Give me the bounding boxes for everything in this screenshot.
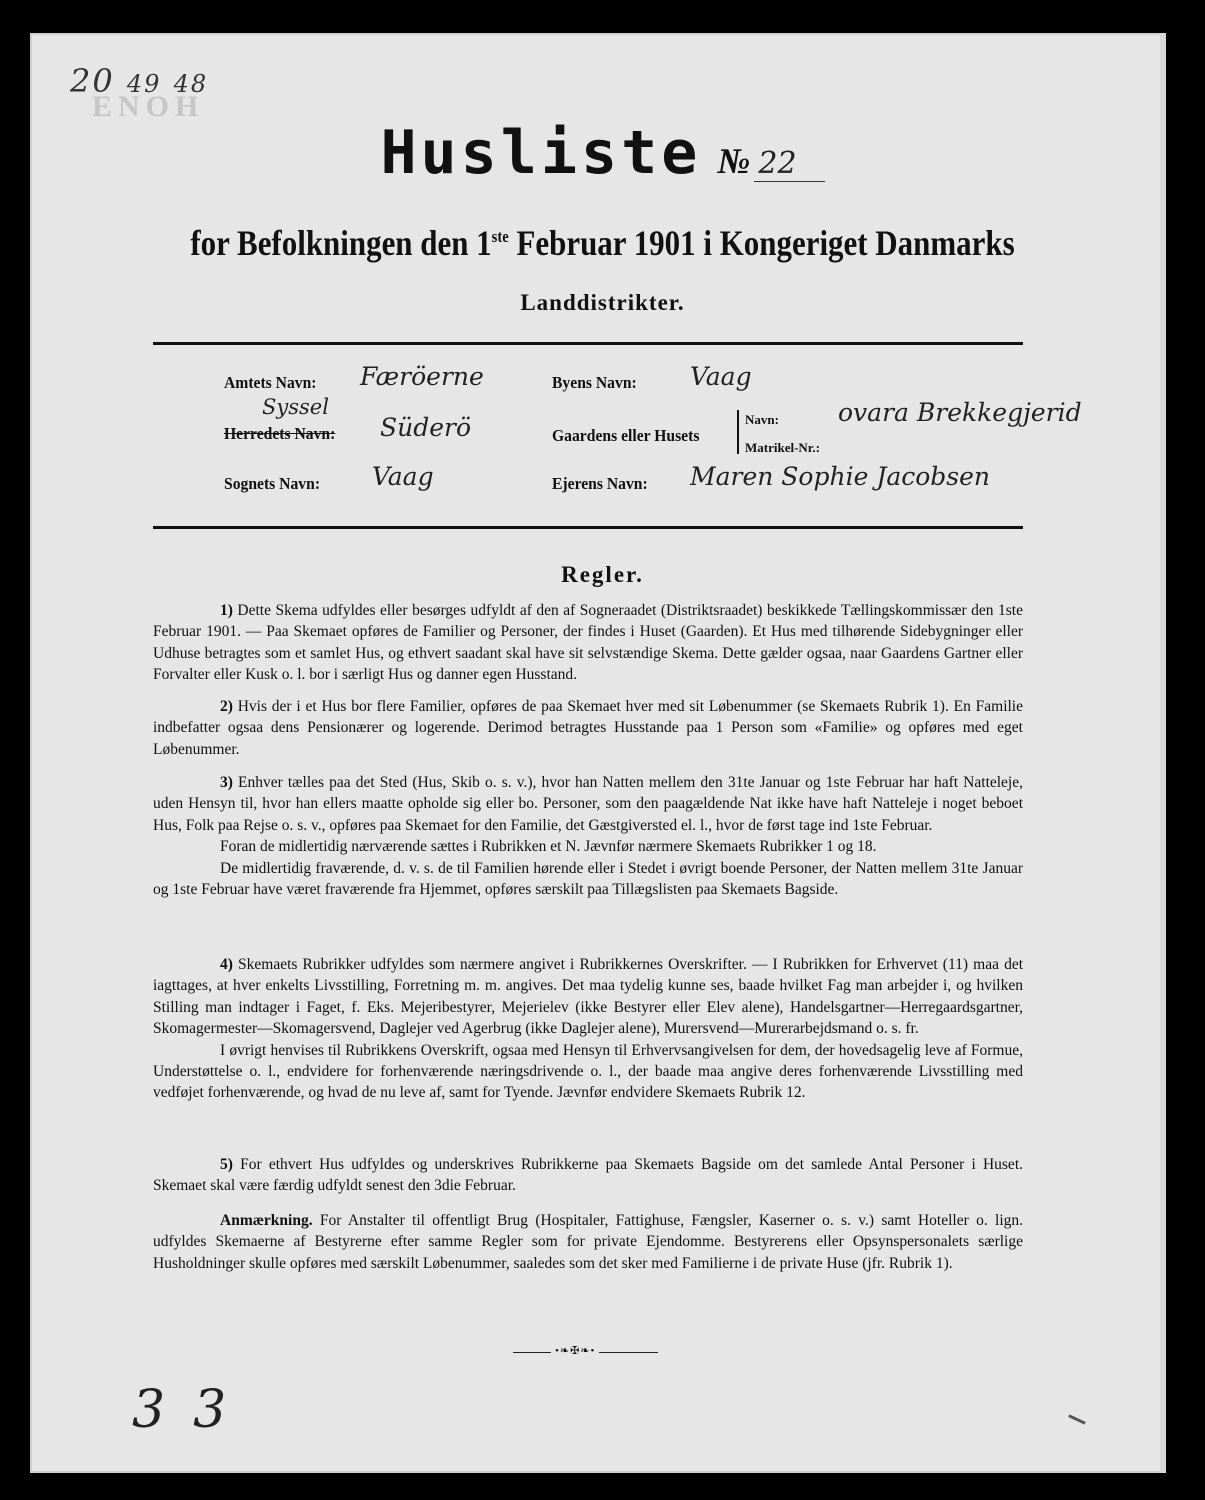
archive-number-hand: 48	[173, 70, 209, 98]
gaard-matrikel-label: Matrikel-Nr.:	[745, 440, 820, 455]
herred-hand-correction: Syssel	[262, 395, 329, 419]
rule-2-text: Hvis der i et Hus bor flere Familier, opføres de paa Skemaet hver med sit Løbenummer (se Skemaets Rubrik 1). En Familie indbefatter ogsaa dens Pensionærer og logerende. Derimod betragtes Husstande paa 1 Person som «Familie» og opføres med eget Løbenummer.	[153, 698, 1023, 758]
ejer-label: Ejerens Navn:	[552, 474, 648, 493]
page-edge	[1160, 33, 1166, 1473]
rule-1	[153, 600, 1023, 686]
annotation-note	[153, 1210, 1023, 1274]
rule-1-text: Dette Skema udfyldes eller besørges udfyldt af den af Sogneraadet (Distriktsraadet) beskikkede Tællingskommissær den 1ste Februar 1901. — Paa Skemaet opføres de Familier og Personer, der findes i Huset (Gaarden). Et Hus med tilhørende Sidebygninger eller Udhuse betragtes som et samlet Hus, og ethvert saadant skal have sit selvstændige Skema. Dette gælder ogsaa, naar Gaardens Gartner eller Forvalter eller Kusk o. l. bor i særligt Hus og danner egen Husstand.	[153, 602, 1023, 684]
archive-number-main: 20	[70, 62, 115, 100]
rule-2	[153, 696, 1023, 760]
gaard-navn-label: Navn:	[745, 412, 779, 427]
rule-4-text-b: I øvrigt henvises til Rubrikkens Overskrift, ogsaa med Hensyn til Erhvervsangivelsen for dem, der hovedsagelig leve af Formue, Understøttelse o. l., endvidere for forhenværende næringsdrivende o. l., der baade maa angive deres forhenværende Livsstilling med vedføjet forhenværende, og hvad de nu leve af, samt for Tyende. Jævnfør endvidere Skemaets Rubrik 12.	[153, 1041, 1023, 1102]
form-subtitle-district: Landdistrikter.	[520, 290, 685, 315]
list-number: 22	[754, 146, 824, 182]
rules-heading: Regler.	[561, 562, 644, 587]
sogn-value: Vaag	[372, 462, 434, 491]
gaard-bracket	[737, 410, 739, 454]
ghost-stamp: ENOH	[92, 90, 205, 123]
rule-5-number: 5)	[220, 1156, 233, 1173]
by-label: Byens Navn:	[552, 373, 637, 392]
rule-5	[153, 1154, 1023, 1197]
by-value: Vaag	[690, 362, 752, 391]
rule-1-number: 1)	[220, 602, 233, 619]
rule-5-text: For ethvert Hus udfyldes og underskrives Rubrikkerne paa Skemaets Bagside om det samlede Antal Personer i Huset. Skemaet skal være færdig udfyldt senest den 3die Februar.	[153, 1156, 1023, 1195]
bottom-rule	[153, 526, 1023, 529]
form-title	[0, 118, 1205, 188]
herred-value: Süderö	[380, 413, 472, 442]
ejer-value: Maren Sophie Jacobsen	[690, 462, 991, 491]
subtitle-part-a: for Befolkningen den 1	[190, 223, 492, 263]
annotation-label: Anmærkning.	[220, 1212, 313, 1229]
rule-3	[153, 772, 1023, 900]
rule-4-text: Skemaets Rubrikker udfyldes som nærmere angivet i Rubrikkernes Overskrifter. — I Rubrikken for Erhvervet (11) maa det iagttages, at hver enkelts Livsstilling, Forretning m. m. angives. Det maa tydelig kunne ses, baade hvilket Fag man arbejder i, og hvilken Stilling man indtager i Faget, f. Eks. Mejeribestyrer, Mejerielev (ikke Bestyrer eller Elev alene), Handelsgartner—Herregaardsgartner, Skomagermester—Skomagersvend, Daglejer ved Agerbrug (ikke Daglejer alene), Murersvend—Murerarbejdsmand o. s. fr.	[153, 956, 1024, 1038]
amt-value: Færöerne	[360, 362, 484, 391]
rule-2-number: 2)	[220, 698, 233, 715]
annotation-text: For Anstalter til offentligt Brug (Hospitaler, Fattighuse, Fængsler, Kaserner o. s. v.) samt Hoteller o. lign. udfyldes Skemaerne af Bestyrerne efter samme Regler som for private Ejendomme. Bestyrerens eller Opsynspersonalets særlige Husholdninger skulle opføres med særskilt Løbenummer, saaledes som det sker med Familierne i de private Huse (jfr. Rubrik 1).	[153, 1212, 1024, 1272]
archive-number-sub: 49	[126, 70, 162, 98]
herred-label: Herredets Navn:	[224, 424, 336, 443]
amt-label: Amtets Navn:	[224, 373, 317, 392]
gaard-value: ovara Brekkegjerid	[838, 398, 1082, 427]
rule-3-text-b: Foran de midlertidig nærværende sættes i Rubrikken et N. Jævnfør nærmere Skemaets Rubrikker 1 og 18.	[220, 838, 877, 856]
sogn-label: Sognets Navn:	[224, 474, 321, 493]
number-label: №	[717, 141, 751, 181]
handwritten-page-number: 33	[132, 1380, 255, 1440]
rule-3-text: Enhver tælles paa det Sted (Hus, Skib o. s. v.), hvor han Natten mellem den 31te Januar og 1ste Februar har haft Natteleje, uden Hensyn til, hvor han ellers maatte opholde sig eller bo. Personer, som den paagældende Nat ikke have haft Natteleje i noget beboet Hus, Folk paa Rejse o. s. v., opføres paa Skemaet for den Familie, det Gæstgiversted el. l., hvor de først tage ind 1ste Februar.	[153, 774, 1023, 834]
rule-3-number: 3)	[220, 774, 233, 791]
rule-4	[153, 954, 1023, 1104]
rule-4-number: 4)	[220, 956, 233, 973]
ornament-rule	[513, 1345, 658, 1357]
subtitle-part-b: Februar 1901 i Kongeriget Danmarks	[508, 223, 1015, 263]
ornament-glyph: •❧✠❧•	[551, 1344, 599, 1357]
form-subtitle	[84, 222, 1120, 264]
title-text: Husliste	[380, 118, 702, 188]
rule-3-text-c: De midlertidig fraværende, d. v. s. de til Familien hørende eller i Stedet i øvrigt boende Personer, der Natten mellem 31te Januar og 1ste Februar have været fraværende fra Hjemmet, opføres særskilt paa Tillægslisten paa Skemaets Bagside.	[153, 859, 1023, 899]
top-rule	[153, 342, 1023, 345]
gaard-label: Gaardens eller Husets	[552, 426, 700, 445]
subtitle-sup: ste	[491, 227, 509, 246]
